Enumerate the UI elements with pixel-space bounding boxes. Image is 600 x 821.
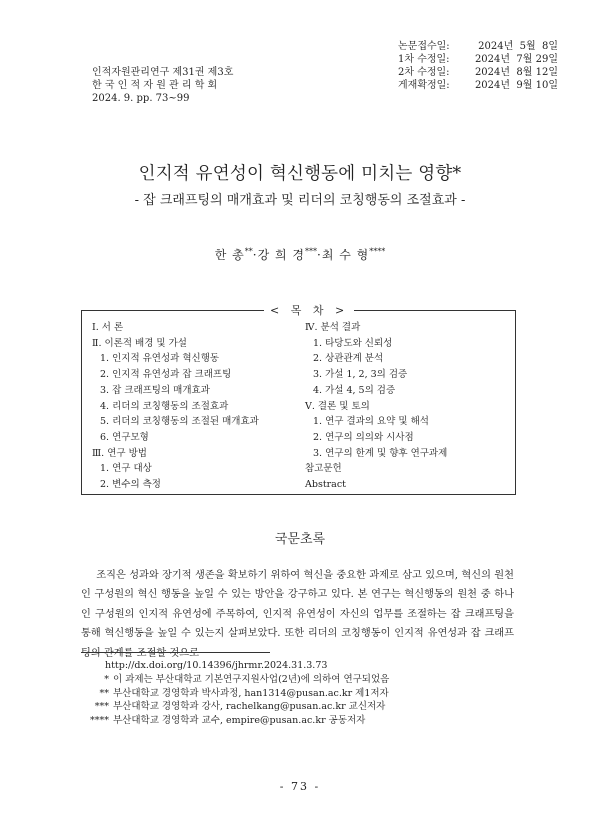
toc-title: < 목 차 >: [264, 302, 354, 318]
footnotes: [81, 659, 389, 728]
footnote-text: 부산대학교 경영학과 강사, rachelkang@pusan.ac.kr 교신저자: [113, 701, 386, 713]
toc-item: 4. 리더의 코칭행동의 조절효과: [100, 400, 229, 412]
toc-item: 3. 연구의 한계 및 향후 연구과제: [313, 447, 448, 459]
toc-item: 2. 상관관계 분석: [313, 353, 384, 365]
footnote-text: 부산대학교 경영학과 교수, empire@pusan.ac.kr 공동저자: [113, 715, 366, 727]
toc-item: Ⅱ. 이론적 배경 및 가설: [92, 337, 187, 349]
author-name: 한 총: [214, 248, 245, 262]
abstract-paragraph: 조직은 성과와 장기적 생존을 확보하기 위하여 혁신을 중요한 과제로 삼고 있으며, 혁신의 원천인 구성원의 혁신 행동을 높일 수 있는 방안을 강구하고 있다. 본 연구는 혁신행동의 원천 중 하나인 구성원의 인지적 유연성에 주목하여, 인지적 유연성이 자신의 업무를 조절하는 잡 크래프팅을 통해 혁신행동을 높일 수 있는지 살펴보았다. 또한 리더의 코칭행동이 인지적 유연성과 잡 크래프팅의 관계를 조절할 것으로: [81, 570, 514, 659]
toc-item: Ⅳ. 분석 결과: [305, 322, 361, 333]
paper-subtitle: - 잡 크래프팅의 매개효과 및 리더의 코칭행동의 조절효과 -: [134, 193, 466, 208]
journal-line: 2024. 9. pp. 73~99: [92, 93, 190, 104]
footnote-text: http://dx.doi.org/10.14396/jhrmr.2024.31.3.73: [105, 660, 328, 671]
author-mark: ****: [369, 247, 386, 256]
footnote-rule: [81, 652, 270, 653]
toc-item: Ⅲ. 연구 방법: [92, 447, 147, 459]
toc-item: Abstract: [305, 479, 346, 491]
footnote: [81, 673, 389, 687]
submission-dates: [398, 40, 558, 92]
toc-item: 참고문헌: [305, 463, 342, 475]
author-mark: ***: [305, 247, 317, 256]
date-row: 게재확정일: 2024년 9월 10일: [398, 80, 558, 91]
toc-item: 2. 연구의 의의와 시사점: [313, 431, 414, 443]
author-name: 강 희 경: [257, 248, 305, 262]
footnote-mark: ***: [94, 701, 109, 713]
paper-title: 인지적 유연성이 혁신행동에 미치는 영향*: [138, 164, 462, 184]
footnote: [81, 659, 389, 673]
footnote-mark: ****: [90, 715, 109, 727]
author-separator: ·: [317, 248, 322, 262]
toc-item: Ⅴ. 결론 및 토의: [305, 400, 370, 412]
page-number: - 73 -: [279, 780, 321, 793]
toc-item: 3. 잡 크래프팅의 매개효과: [100, 384, 210, 396]
abstract-title: 국문초록: [274, 532, 326, 547]
toc-item: 2. 변수의 측정: [100, 479, 161, 491]
date-row: 1차 수정일: 2024년 7월 29일: [398, 54, 558, 65]
author-line: [0, 246, 600, 263]
toc-item: Ⅰ. 서 론: [92, 322, 124, 333]
toc-left-column: [92, 320, 259, 493]
footnote-mark: [81, 659, 105, 673]
footnote-text: 이 과제는 부산대학교 기본연구지원사업(2년)에 의하여 연구되었음: [113, 673, 390, 685]
toc-item: 5. 리더의 코칭행동의 조절된 매개효과: [100, 416, 259, 428]
author-separator: ·: [252, 248, 258, 262]
toc-item: 1. 인지적 유연성과 혁신행동: [100, 353, 220, 365]
author-name: 최 수 형: [321, 248, 370, 262]
footnote-text: 부산대학교 경영학과 박사과정, han1314@pusan.ac.kr 제1저자: [113, 687, 389, 699]
author-mark: **: [244, 247, 253, 256]
toc-item: 3. 가설 1, 2, 3의 검증: [313, 369, 408, 381]
footnote-mark: **: [99, 687, 109, 699]
toc-item: 1. 연구 결과의 요약 및 해석: [313, 416, 429, 428]
journal-line: 한 국 인 적 자 원 관 리 학 회: [92, 80, 218, 91]
journal-info: [92, 66, 233, 105]
toc-item: 6. 연구모형: [100, 431, 149, 443]
date-row: 2차 수정일: 2024년 8월 12일: [398, 67, 558, 78]
footnote: [81, 687, 389, 701]
footnote: [81, 714, 389, 728]
toc-item: 2. 인지적 유연성과 잡 크래프팅: [100, 369, 232, 381]
journal-line: 인적자원관리연구 제31권 제3호: [92, 67, 234, 78]
toc-item: 1. 타당도와 신뢰성: [313, 337, 393, 349]
footnote: [81, 700, 389, 714]
toc-item: 4. 가설 4, 5의 검증: [313, 384, 396, 396]
toc-item: 1. 연구 대상: [100, 463, 152, 475]
date-row: 논문접수일: 2024년 5월 8일: [398, 41, 558, 52]
toc-right-column: [305, 320, 447, 493]
footnote-mark: *: [104, 673, 109, 685]
